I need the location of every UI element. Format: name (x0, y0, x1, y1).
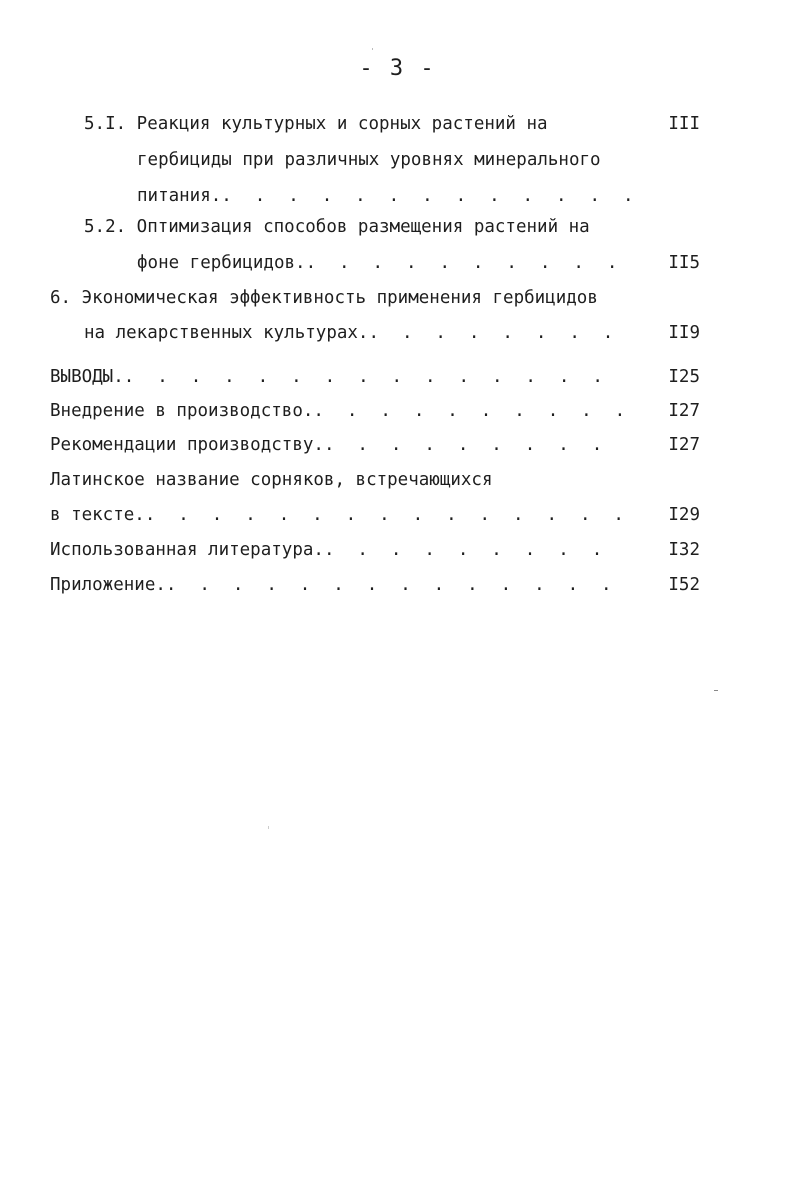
toc-leader-dots: . . . . . . . . . . . . . (221, 186, 640, 206)
toc-entry-text-line: 5.I. Реакция культурных и сорных растений на (84, 114, 548, 134)
toc-leader-dots: . . . . . . . . . . . . . . . (123, 367, 610, 387)
toc-entry-text-line (137, 184, 640, 208)
toc-entry-title-end: фоне гербицидов. (137, 253, 306, 273)
toc-entry-title: Рекомендации производству. (50, 435, 324, 455)
toc-leader-dots: . . . . . . . . . (323, 435, 609, 455)
toc-entry-title: Использованная литература. (50, 540, 324, 560)
toc-leader-dots: . . . . . . . . (368, 323, 620, 343)
toc-entry-text-line (84, 321, 620, 345)
toc-page-number: I52 (668, 575, 700, 595)
toc-page-number: I27 (668, 401, 700, 421)
toc-entry-text-line (50, 365, 609, 389)
toc-entry-title-end: в тексте. (50, 505, 145, 525)
toc-entry-text-line (50, 399, 631, 423)
toc-leader-dots: . . . . . . . . . . . . . . (165, 575, 618, 595)
toc-page-number: I27 (668, 435, 700, 455)
toc-entry-title-end: на лекарственных культурах. (84, 323, 369, 343)
toc-page-number: II5 (668, 253, 700, 273)
scan-speck (714, 690, 718, 691)
toc-page-number: II9 (668, 323, 700, 343)
toc-leader-dots: . . . . . . . . . . (313, 401, 632, 421)
toc-entry-text-line: Латинское название сорняков, встречающихся (50, 470, 493, 490)
toc-entry-title: ВЫВОДЫ. (50, 367, 124, 387)
toc-leader-dots: . . . . . . . . . . (305, 253, 624, 273)
page-number: - 3 - (359, 56, 436, 81)
toc-entry-text-line: 6. Экономическая эффективность применения гербицидов (50, 288, 598, 308)
toc-entry-title: Внедрение в производство. (50, 401, 314, 421)
toc-entry-text-line (50, 538, 608, 562)
toc-page-number: I25 (668, 367, 700, 387)
toc-page-number: I32 (668, 540, 700, 560)
toc-page-number: III (668, 114, 700, 134)
toc-entry-text-line: гербициды при различных уровнях минерального (137, 150, 601, 170)
toc-entry-text-line (50, 503, 630, 527)
toc-entry-title-end: питания. (137, 186, 222, 206)
toc-page-number: I29 (668, 505, 700, 525)
toc-entry-text-line (50, 433, 608, 457)
scan-speck (268, 826, 269, 829)
toc-leader-dots: . . . . . . . . . (323, 540, 609, 560)
toc-leader-dots: . . . . . . . . . . . . . . . (144, 505, 631, 525)
toc-entry-title: Приложение. (50, 575, 166, 595)
toc-entry-text-line (137, 251, 624, 275)
scan-speck (372, 48, 373, 50)
toc-entry-text-line (50, 573, 618, 597)
toc-entry-text-line: 5.2. Оптимизация способов размещения растений на (84, 217, 590, 237)
